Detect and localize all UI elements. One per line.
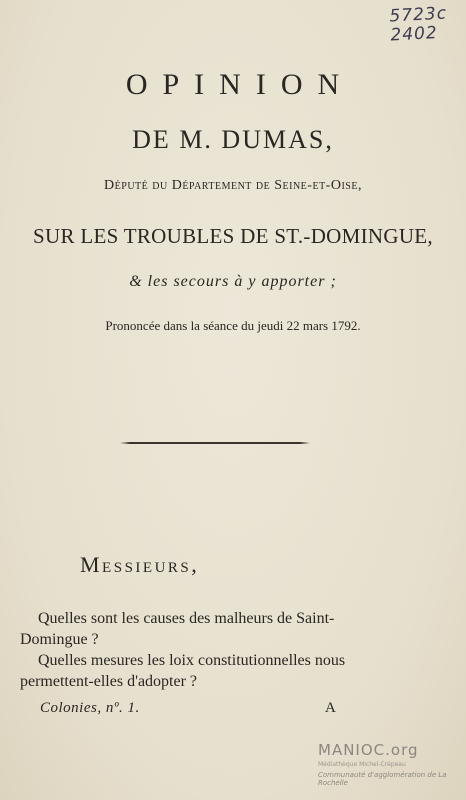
subject-line: SUR LES TROUBLES DE ST.-DOMINGUE, — [33, 224, 433, 248]
body-text — [20, 608, 410, 692]
manioc-watermark: MANIOC.org — [318, 741, 419, 759]
signature-footer: Colonies, nº. 1. — [40, 700, 140, 716]
document-title: OPINION — [125, 68, 355, 101]
manioc-watermark-line2: Communauté d'agglomération de La Rochelle — [318, 771, 447, 787]
paragraph1-line1: Quelles sont les causes des malheurs de Saint- — [38, 610, 335, 627]
paragraph1-line2: Domingue ? — [20, 631, 99, 648]
manioc-watermark-line1: Médiathèque Michel-Crépeau — [318, 761, 406, 768]
paragraph2-line1: Quelles mesures les loix constitutionnelles nous — [38, 652, 346, 669]
salutation: Messieurs, — [80, 552, 200, 577]
decorative-rule — [120, 441, 310, 445]
author-line: DE M. DUMAS, — [132, 125, 334, 154]
pronounced-line: Prononcée dans la séance du jeudi 22 mars 1792. — [105, 318, 361, 333]
secours-line: & les secours à y apporter ; — [129, 273, 337, 290]
shelfmark-line1: 5723c — [389, 3, 448, 27]
handwritten-shelfmark — [389, 5, 449, 46]
deputy-line: Député du Département de Seine-et-Oise, — [104, 178, 362, 193]
signature-mark: A — [325, 700, 336, 716]
paragraph2-line2: permettent-elles d'adopter ? — [20, 673, 198, 690]
shelfmark-line2: 2402 — [390, 23, 439, 46]
